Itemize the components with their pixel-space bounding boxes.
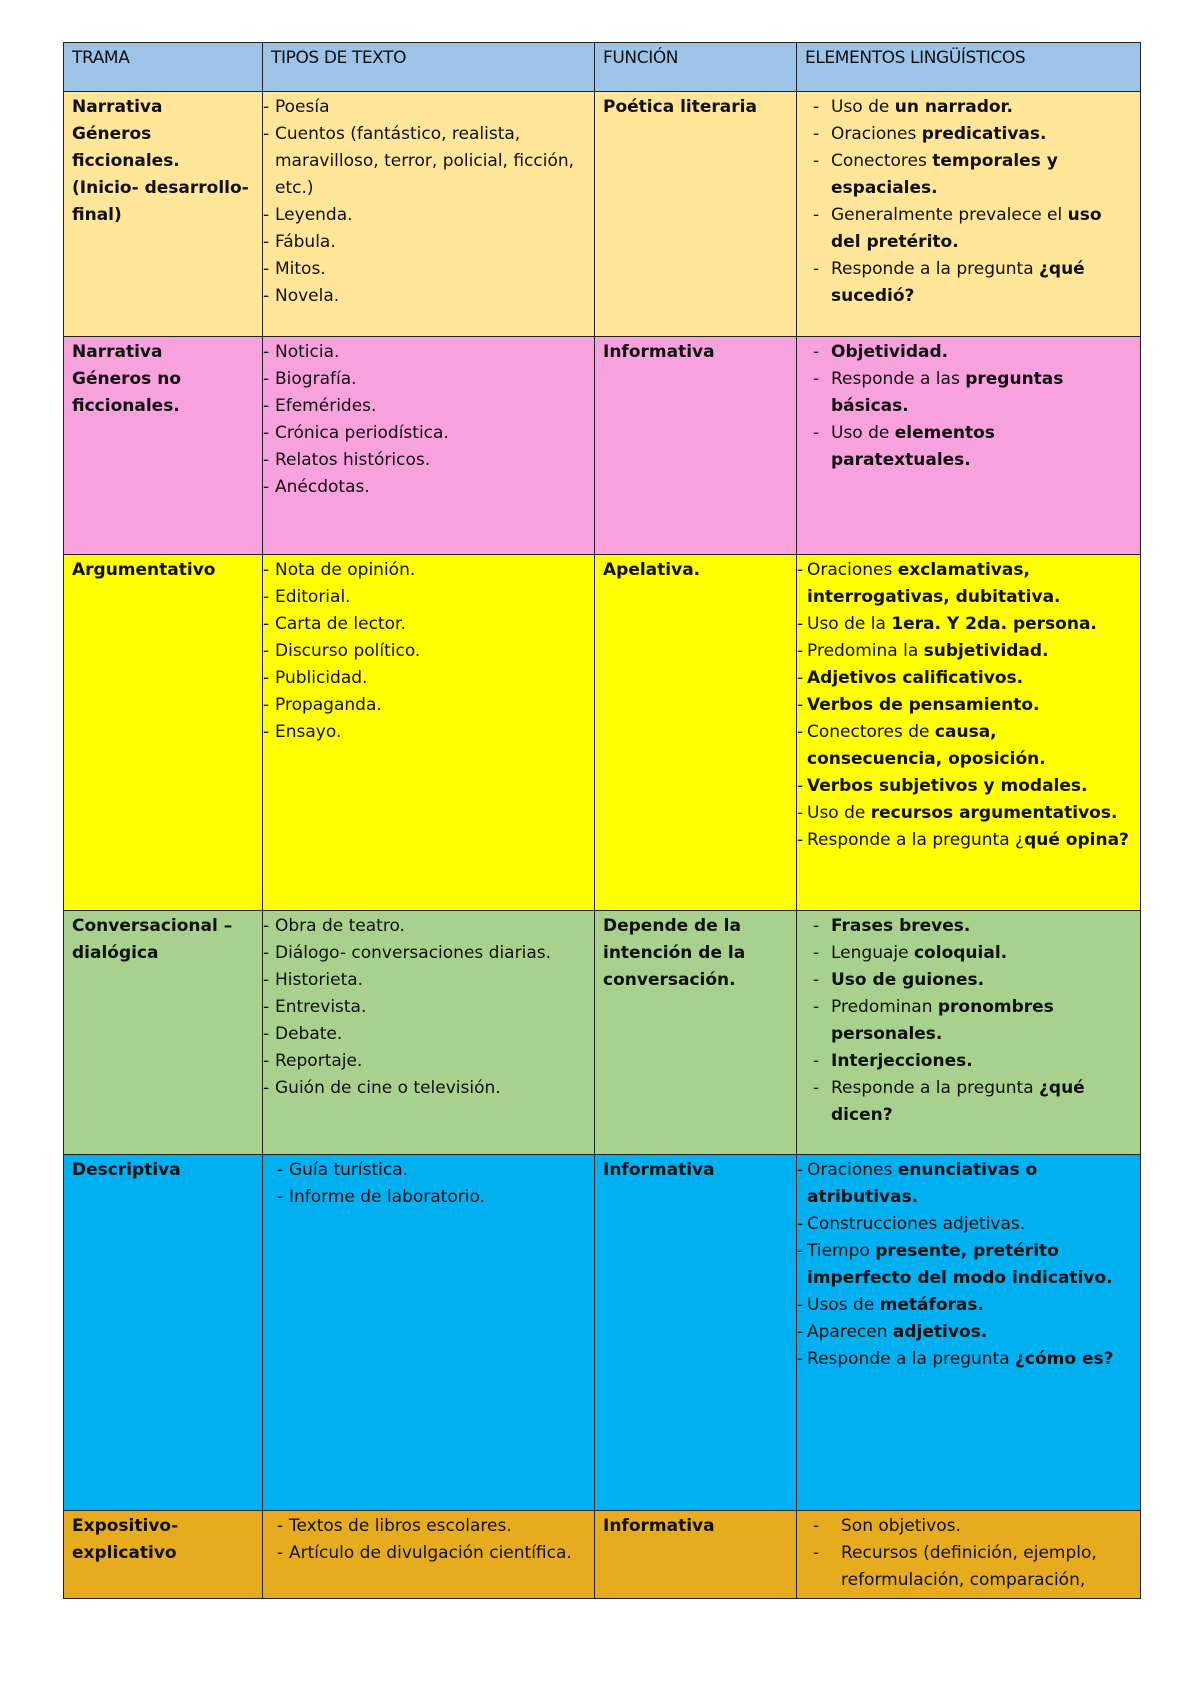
bold-text: pronombres personales. xyxy=(831,997,1054,1044)
cell-funcion: Informativa xyxy=(595,337,797,555)
table-row xyxy=(64,1155,1141,1511)
list-item xyxy=(797,1346,1132,1373)
bold-text: qué opina? xyxy=(1024,830,1129,850)
text-segment: Conectores de xyxy=(807,722,935,742)
list-item: - Cuentos (fantástico, realista, maravilloso, terror, policial, ficción, etc.) xyxy=(263,121,586,202)
list-item: - Discurso político. xyxy=(263,638,586,665)
list-item xyxy=(805,940,1132,967)
list-item: - Reportaje. xyxy=(263,1048,586,1075)
text-segment: Usos de xyxy=(807,1295,880,1315)
list-item: - Editorial. xyxy=(263,584,586,611)
bold-text: adjetivos. xyxy=(892,1322,988,1342)
list-item: - Entrevista. xyxy=(263,994,586,1021)
bold-text: Adjetivos calificativos. xyxy=(807,668,1024,688)
text-segment: Responde a la pregunta xyxy=(831,1078,1040,1098)
cell-tipos xyxy=(263,92,595,337)
bold-text: ¿qué dicen? xyxy=(831,1078,1085,1125)
cell-elementos xyxy=(797,555,1141,911)
bold-text: temporales y espaciales. xyxy=(831,151,1058,198)
bold-text: Verbos subjetivos y modales. xyxy=(807,776,1088,796)
text-segment: Predomina la xyxy=(807,641,924,661)
text-segment: Uso de xyxy=(831,423,895,443)
list-item xyxy=(797,1238,1132,1292)
text-segment: Generalmente prevalece el xyxy=(831,205,1068,225)
bold-text: preguntas básicas. xyxy=(831,369,1064,416)
cell-tipos xyxy=(263,1155,595,1511)
cell-funcion: Informativa xyxy=(595,1155,797,1511)
bold-text: Interjecciones. xyxy=(831,1051,973,1071)
tipos-list xyxy=(271,1157,586,1211)
bold-text: coloquial. xyxy=(913,943,1008,963)
table-row xyxy=(64,555,1141,911)
list-item xyxy=(805,420,1132,474)
list-item xyxy=(805,202,1132,256)
list-item xyxy=(797,665,1132,692)
bold-text: Objetividad. xyxy=(831,342,949,362)
trama-line: Descriptiva xyxy=(72,1160,181,1180)
list-item xyxy=(805,913,1132,940)
list-item xyxy=(797,800,1132,827)
tipos-list xyxy=(271,557,586,746)
text-segment: Oraciones xyxy=(831,124,922,144)
list-item xyxy=(805,366,1132,420)
list-item: - Publicidad. xyxy=(263,665,586,692)
list-item: - Mitos. xyxy=(263,256,586,283)
trama-line: Narrativa xyxy=(72,97,163,117)
text-segment: Aparecen xyxy=(807,1322,893,1342)
tipos-list xyxy=(271,339,586,501)
text-segment: Tiempo xyxy=(807,1241,876,1261)
list-item: - Nota de opinión. xyxy=(263,557,586,584)
list-item xyxy=(805,1513,1132,1540)
header-trama: TRAMA xyxy=(64,43,263,92)
text-types-table xyxy=(63,42,1141,1599)
list-item: - Noticia. xyxy=(263,339,586,366)
trama-line: (Inicio- desarrollo- final) xyxy=(72,178,249,225)
cell-funcion: Informativa xyxy=(595,1511,797,1599)
bold-text: Uso de guiones. xyxy=(831,970,985,990)
list-item xyxy=(805,339,1132,366)
trama-line: Géneros ficcionales. xyxy=(72,124,180,171)
text-segment: Responde a las xyxy=(831,369,966,389)
list-item xyxy=(797,1319,1132,1346)
list-item xyxy=(797,719,1132,773)
text-segment: Uso de xyxy=(831,97,895,117)
cell-trama xyxy=(64,911,263,1155)
bold-text: recursos argumentativos. xyxy=(870,803,1118,823)
list-item: - Efemérides. xyxy=(263,393,586,420)
header-elementos: ELEMENTOS LINGÜÍSTICOS xyxy=(797,43,1141,92)
list-item: - Debate. xyxy=(263,1021,586,1048)
header-tipos: TIPOS DE TEXTO xyxy=(263,43,595,92)
list-item: - Leyenda. xyxy=(263,202,586,229)
cell-trama xyxy=(64,92,263,337)
list-item xyxy=(797,1211,1132,1238)
text-segment: Construcciones adjetivas. xyxy=(807,1214,1026,1234)
header-row xyxy=(64,43,1141,92)
text-segment: Uso de xyxy=(807,803,871,823)
list-item xyxy=(797,1157,1132,1211)
trama-line: Conversacional – dialógica xyxy=(72,916,233,963)
bold-text: Frases breves. xyxy=(831,916,971,936)
text-segment: Lenguaje xyxy=(831,943,914,963)
list-item: - Propaganda. xyxy=(263,692,586,719)
tipos-list xyxy=(271,1513,586,1567)
list-item: - Guión de cine o televisión. xyxy=(263,1075,586,1102)
list-item: - Artículo de divulgación científica. xyxy=(277,1540,586,1567)
cell-trama xyxy=(64,1511,263,1599)
list-item: - Carta de lector. xyxy=(263,611,586,638)
list-item xyxy=(805,994,1132,1048)
bold-text: ¿qué sucedió? xyxy=(831,259,1085,306)
bold-text: subjetividad. xyxy=(923,641,1049,661)
cell-trama xyxy=(64,1155,263,1511)
list-item: - Textos de libros escolares. xyxy=(277,1513,586,1540)
cell-tipos xyxy=(263,337,595,555)
text-segment: Predominan xyxy=(831,997,938,1017)
elementos-list xyxy=(805,913,1132,1129)
cell-funcion: Apelativa. xyxy=(595,555,797,911)
list-item xyxy=(805,256,1132,310)
elementos-list xyxy=(805,1157,1132,1373)
text-segment: Conectores xyxy=(831,151,933,171)
list-item xyxy=(805,1075,1132,1129)
cell-tipos xyxy=(263,555,595,911)
header-funcion: FUNCIÓN xyxy=(595,43,797,92)
tipos-list xyxy=(271,913,586,1102)
bold-text: Verbos de pensamiento. xyxy=(807,695,1040,715)
list-item: - Relatos históricos. xyxy=(263,447,586,474)
list-item xyxy=(797,557,1132,611)
table-row xyxy=(64,92,1141,337)
text-segment: Responde a la pregunta ¿ xyxy=(807,830,1025,850)
bold-text: predicativas. xyxy=(921,124,1047,144)
cell-trama xyxy=(64,555,263,911)
text-segment: Oraciones xyxy=(807,1160,898,1180)
document-page xyxy=(63,42,1140,1599)
cell-funcion: Depende de la intención de la conversación. xyxy=(595,911,797,1155)
elementos-list xyxy=(805,557,1132,854)
text-segment: Uso de la xyxy=(807,614,892,634)
bold-text: metáforas. xyxy=(879,1295,984,1315)
bold-text: causa, consecuencia, oposición. xyxy=(807,722,1046,769)
elementos-list xyxy=(805,1513,1132,1594)
text-segment: Responde a la pregunta xyxy=(807,1349,1016,1369)
list-item: - Novela. xyxy=(263,283,586,310)
text-segment: Recursos (definición, ejemplo, reformulación, comparación, xyxy=(841,1543,1097,1590)
table-row xyxy=(64,337,1141,555)
trama-line: Narrativa xyxy=(72,342,163,362)
bold-text: exclamativas, interrogativas, dubitativa. xyxy=(807,560,1061,607)
list-item: - Poesía xyxy=(263,94,586,121)
list-item: - Crónica periodística. xyxy=(263,420,586,447)
bold-text: uso del pretérito. xyxy=(831,205,1102,252)
list-item: - Ensayo. xyxy=(263,719,586,746)
bold-text: enunciativas o atributivas. xyxy=(807,1160,1038,1207)
table-row xyxy=(64,1511,1141,1599)
cell-tipos xyxy=(263,911,595,1155)
table-body xyxy=(64,92,1141,1599)
cell-elementos xyxy=(797,337,1141,555)
list-item xyxy=(797,611,1132,638)
list-item xyxy=(805,1540,1132,1594)
list-item: - Fábula. xyxy=(263,229,586,256)
bold-text: 1era. Y 2da. persona. xyxy=(891,614,1097,634)
list-item: - Diálogo- conversaciones diarias. xyxy=(263,940,586,967)
list-item: - Historieta. xyxy=(263,967,586,994)
list-item: - Obra de teatro. xyxy=(263,913,586,940)
bold-text: ¿cómo es? xyxy=(1015,1349,1114,1369)
tipos-list xyxy=(271,94,586,310)
cell-elementos xyxy=(797,911,1141,1155)
text-segment: Responde a la pregunta xyxy=(831,259,1040,279)
text-segment: Oraciones xyxy=(807,560,898,580)
trama-line: Géneros no ficcionales. xyxy=(72,369,181,416)
cell-elementos xyxy=(797,1155,1141,1511)
text-segment: Son objetivos. xyxy=(841,1516,961,1536)
list-item xyxy=(805,1048,1132,1075)
list-item xyxy=(805,148,1132,202)
list-item xyxy=(805,94,1132,121)
list-item: - Anécdotas. xyxy=(263,474,586,501)
bold-text: un narrador. xyxy=(894,97,1013,117)
list-item xyxy=(797,773,1132,800)
cell-funcion: Poética literaria xyxy=(595,92,797,337)
list-item xyxy=(797,692,1132,719)
list-item xyxy=(797,638,1132,665)
cell-elementos xyxy=(797,1511,1141,1599)
elementos-list xyxy=(805,339,1132,474)
list-item xyxy=(805,967,1132,994)
bold-text: presente, pretérito imperfecto del modo indicativo. xyxy=(807,1241,1113,1288)
trama-line: Expositivo- explicativo xyxy=(72,1516,179,1563)
list-item xyxy=(797,1292,1132,1319)
cell-elementos xyxy=(797,92,1141,337)
bold-text: elementos paratextuales. xyxy=(831,423,995,470)
cell-tipos xyxy=(263,1511,595,1599)
elementos-list xyxy=(805,94,1132,310)
list-item xyxy=(805,121,1132,148)
table-row xyxy=(64,911,1141,1155)
list-item xyxy=(797,827,1132,854)
cell-trama xyxy=(64,337,263,555)
list-item: - Informe de laboratorio. xyxy=(277,1184,586,1211)
trama-line: Argumentativo xyxy=(72,560,216,580)
list-item: - Guía turística. xyxy=(277,1157,586,1184)
list-item: - Biografía. xyxy=(263,366,586,393)
